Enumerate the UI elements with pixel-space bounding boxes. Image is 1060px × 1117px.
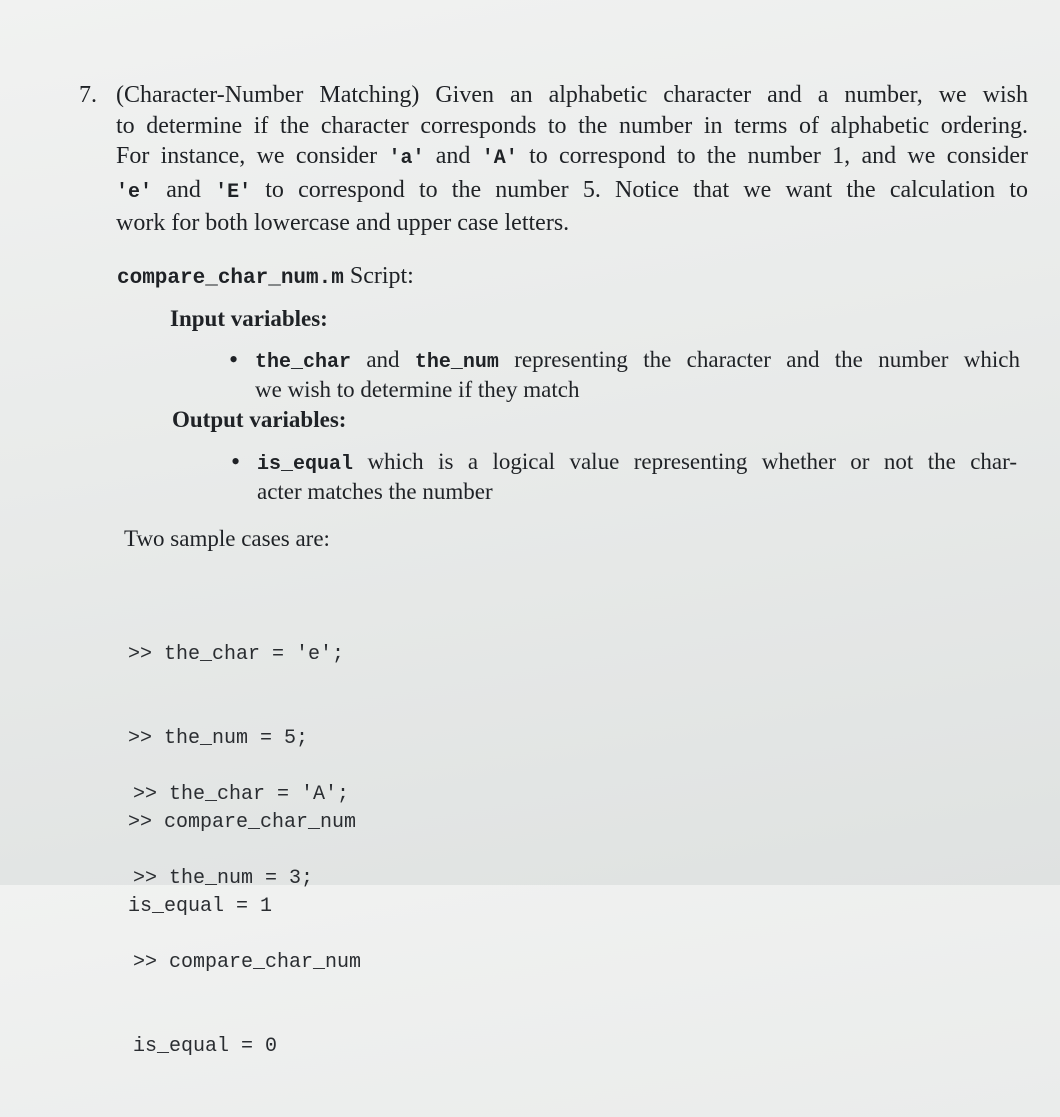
code-char-e-upper: 'E' [215,180,252,204]
text-fragment: representing the character and the number which [498,347,1020,372]
code-line: >> the_char = 'A'; [133,783,350,806]
problem-line-2: to determine if the character corresponds to the number in terms of alphabetic ordering. [116,112,1028,139]
text-fragment: and [351,347,415,372]
code-line: >> the_char = 'e'; [128,643,345,666]
code-char-a-upper: 'A' [481,147,518,170]
input-variables-label: Input variables: [170,306,328,331]
var-the-num: the_num [414,351,499,374]
code-char-e-lower: 'e' [116,180,153,204]
text-fragment: to correspond to the number 5. Notice that we want the calculation to [251,176,1029,203]
problem-number: 7. [79,82,97,108]
code-line: is_equal = 1 [128,895,273,918]
samples-intro: Two sample cases are: [124,526,330,551]
text-fragment: which is a logical value representing whether or not the char- [353,449,1017,474]
output-variables-label: Output variables: [172,407,347,432]
output-bullet-line-1 [257,448,1017,478]
script-heading [117,261,414,294]
text-fragment: For instance, we consider [116,143,389,169]
problem-line-1: (Character-Number Matching) Given an alphabetic character and a number, we wish [116,82,1028,108]
var-the-char: the_char [255,351,352,374]
problem-statement [116,80,1028,239]
code-line: >> compare_char_num [133,951,362,974]
input-bullet [229,345,1020,403]
var-is-equal: is_equal [257,453,354,476]
code-line: >> compare_char_num [128,811,357,834]
code-line: >> the_num = 3; [133,867,314,890]
bullet-dot-icon: • [229,345,239,374]
problem-line-5: work for both lowercase and upper case letters. [116,210,570,236]
text-fragment: and [424,143,482,169]
problem-line-3 [116,141,1028,175]
problem-line-4 [116,175,1028,209]
script-filename: compare_char_num.m [117,267,344,290]
bullet-dot-icon: • [231,447,241,476]
sample-case-2 [133,725,361,1117]
code-line: >> the_num = 5; [128,727,309,750]
input-bullet-line-1 [255,346,1020,376]
text-fragment: and [152,176,216,203]
input-bullet-line-2: we wish to determine if they match [255,377,580,402]
output-bullet-line-2: acter matches the number [257,479,493,504]
code-char-a-lower: 'a' [388,147,425,170]
script-heading-suffix: Script: [343,263,414,289]
code-line: is_equal = 0 [133,1035,278,1058]
text-fragment: to correspond to the number 1, and we consider [517,143,1029,169]
output-bullet [231,447,1017,505]
